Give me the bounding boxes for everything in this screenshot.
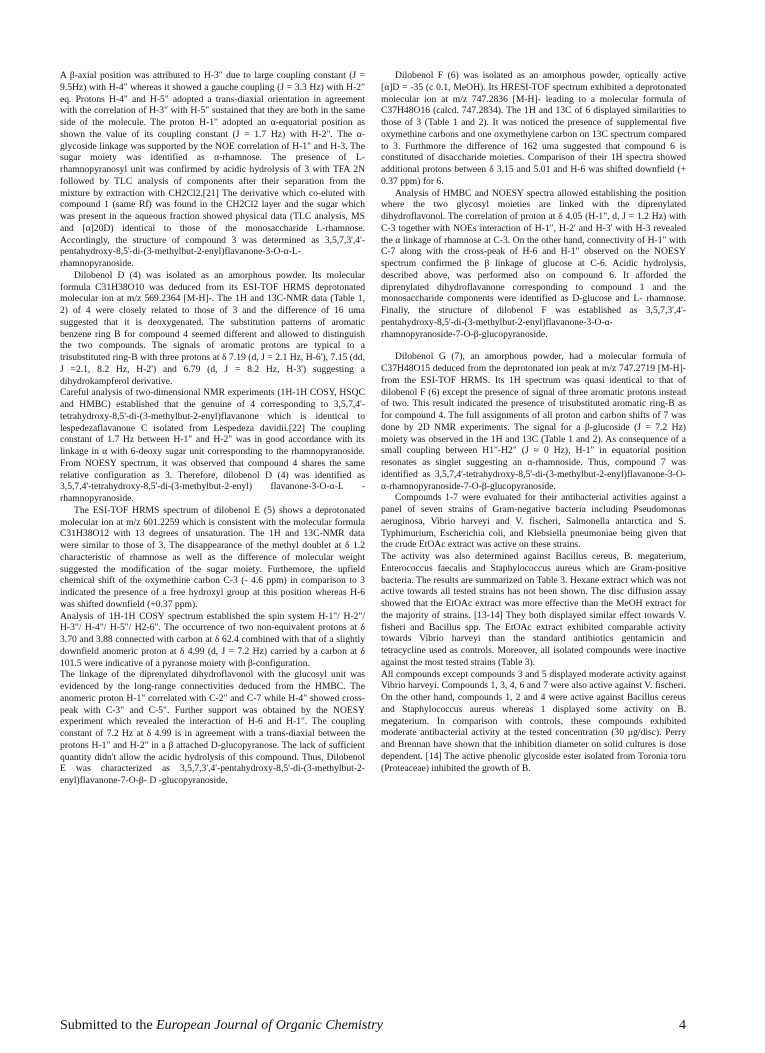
footer-prefix: Submitted to the	[60, 1018, 157, 1033]
paragraph: Careful analysis of two-dimensional NMR experiments (1H-1H COSY, HSQC and HMBC) established that the genuine of 4 corresponding to 3,5,7,4'-tetrahydroxy-8,5'-di-(3-methylbut-2-enyl)flavanone which is identical to lespedezaflavanone C isolated from Lespedeza davidii.[22] The coupling constant of 1.7 Hz between H-1" and H-2" was in good accordance with its linkage in α with 6-deoxy sugar unit corresponding to the rhamnopyranoside. From NOESY spectrum, it was observed that compound 4 shares the same relative configuration as 3. Therefore, dilobenol D (4) was identified as 3,5,7,4'-tetrahydroxy-8,5'-di-(3-methylbut-2-enyl) flavanone-3-O-α-L -rhamnopyranoside.	[60, 387, 365, 504]
page-footer	[60, 1018, 686, 1034]
paragraph: The linkage of the diprenylated dihydroflavonol with the glucosyl unit was evidenced by the long-range connectivities deduced from the HMBC. The anomeric proton H-1" correlated with C-2" and C-7 while H-4" showed cross-peak with C-3" and C-5". Further support was obtained by the NOESY experiment which revealed the interaction of H-6 and H-1". The coupling constant of 7.2 Hz at δ 4.99 is in agreement with a trans-diaxial between the protons H-1" and H-2" in a β attached D-glucopyranose. The lack of sufficient quantity didn't allow the acidic hydrolysis of this compound. Thus, Dilobenol E was characterized as 3,5,7,3',4'-pentahydroxy-8,5'-di-(3-methylbut-2-enyl)flavanone-7-O-β- D -glucopyranoside.	[60, 669, 365, 786]
paragraph: The activity was also determined against Bacillus cereus, B. megaterium, Enterococcus faecalis and Staphylococcus aureus which are Gram-positive bacteria. The results are summarized on Table 3. Hexane extract which was not active towards all tested strains has not been shown. The disc diffusion assay showed that the EtOAc extract was more effective than the MeOH extract for the majority of strains. [13-14] They both displayed similar effect towards V. fisheri and Bacillus spp. The EtOAc extract exhibited comparable activity towards Vibrio harveyi than the standard antibiotics gentamicin and tetracycline used as controls. Moreover, all isolated compounds were inactive against the most tested strains (Table 3).	[381, 551, 686, 668]
left-column	[60, 70, 365, 787]
paragraph: The ESI-TOF HRMS spectrum of dilobenol E (5) shows a deprotonated molecular ion at m/z 601.2259 which is consistent with the molecular formula C31H38O12 with 13 degrees of unsaturation. The 1H and 13C-NMR data were similar to those of 3. The disappearance of the methyl doublet at δ 1.2 characteristic of rhamnose as well as the difference of molecular weight suggested the modification of the sugar moiety. Furthemore, the upfield chemical shift of the oxymethine carbon C-3 (- 4.6 ppm) in comparison to 3 indicated the presence of a free hydroxyl group at this position whereas H-6 was shifted downfield (+0.37 ppm).	[60, 504, 365, 610]
right-column	[381, 70, 686, 774]
paragraph: A β-axial position was attributed to H-3" due to large coupling constant (J = 9.5Hz) with H-4" whereas it showed a gauche coupling (J = 3.3 Hz) with H-2" eq. Protons H-4" and H-5" adopted a trans-diaxial orientation in agreement with the correlation of H-3" with H-5" sustained that they are both in the same side of the molecule. The proton H-1" adopted an α-equatorial position as shown the value of its coupling constant (J = 1.7 Hz) with H-2". The α-glycoside linkage was supported by the NOE correlation of H-1" and H-3. The sugar moiety was identified as α-rhamnose. The presence of L-rhamnopyranosyl unit was confirmed by acidic hydrolysis of 3 with TFA 2N followed by TLC analysis of components after their separation from the mixture by extraction with CH2Cl2.[21] The derivative which co-eluted with compound 1 (same Rf) was found in the CH2Cl2 layer and the sugar which was present in the aqueous fraction showed physical data (TLC analysis, MS and [α]20D) identical to those of the monosaccharide L-rhamnose. Accordingly, the structure of compound 3 was determined as 3,5,7,3',4'-pentahydroxy-8,5'-di-(3-methylbut-2-enyl)flavanone-3-O-α-L-rhamnopyranoside.	[60, 70, 365, 269]
journal-name: European Journal of Organic Chemistry	[156, 1018, 383, 1033]
paragraph: Analysis of HMBC and NOESY spectra allowed establishing the position where the two glycosyl moieties are linked with the diprenylated dihydroflavonol. The correlation of proton at δ 4.05 (H-1", d, J = 1.2 Hz) with C-3 together with NOEs interaction of H-1", H-2' and H-3' with H-3 revealed the α linkage of rhamnose at C-3. On the other hand, connectivity of H-1" with C-7 along with the cross-peak of H-6 and H-1" observed on the NOESY spectrum confirmed the β linkage of glucose at C-6. Acidic hydrolysis, described above, was performed also on compound 6. It afforded the diprenylated dihydroflavanone corresponding to compound 1 and the monosaccharide components were identified as D-glucose and L- rhamnose. Finally, the structure of dilobenol F was established as 3,5,7,3',4'-pentahydroxy-8,5'-di-(3-methylbut-2-enyl)flavanone-3-O-α-rhamnopyranoside-7-O-β-glucopyranoside.	[381, 187, 686, 340]
paragraph: Compounds 1-7 were evaluated for their antibacterial activities against a panel of seven strains of Gram-negative bacteria including Pseudomonas aeruginosa, Vibrio harveyi and V. fischeri, Salmonella antarctica and S. Typhimurium, Escherichia coli, and Klebsiella pneumoniae being given that the crude EtOAc extract was active on these strains.	[381, 492, 686, 551]
paragraph: Analysis of 1H-1H COSY spectrum established the spin system H-1"/ H-2"/ H-3"/ H-4"/ H-5"/ H2-6". The occurrence of two non-equivalent protons at δ 3.70 and 3.88 connected with carbon at δ 62.4 combined with that of a slightly downfield anomeric proton at δ 4.99 (d, J = 7.2 Hz) carried by a carbon at δ 101.5 were indicative of a pyranose moiety with β-configuration.	[60, 610, 365, 669]
paragraph-gap	[381, 340, 686, 351]
paragraph: Dilobenol G (7), an amorphous powder, had a molecular formula of C37H48O15 deduced from the deprotonated ion peak at m/z 747.2719 [M-H]- from the ESI-TOF HRMS. Its 1H spectrum was quasi identical to that of dilobenol F (6) except the presence of signal of three aromatic protons instead of two. This result indicated the presence of trisubstituted aromatic ring-B as for compound 4. The full assignments of all proton and carbon shifts of 7 was done by 2D NMR experiments. The signal for a β-glucoside (J = 7.2 Hz) moiety was observed in the 1H and 13C (Table 1 and 2). As consequence of a small coupling between H1"-H2" (J ≈ 0 Hz), H-1" in equatorial position resonates as singlet suggesting an α-rhamnoside. Thus, compound 7 was identified as 3,5,7,4'-tetrahydroxy-8,5'-di-(3-methylbut-2-enyl)flavanone-3-O-α-rhamnopyranoside-7-O-β-glucopyranoside.	[381, 351, 686, 492]
paragraph: Dilobenol F (6) was isolated as an amorphous powder, optically active [α]D = -35 (c 0.1, MeOH). Its HRESI-TOF spectrum exhibited a deprotonated molecular ion at m/z 747.2836 [M-H]- leading to a molecular formula of C37H48O16 (calcd. 747.2834). The 1H and 13C of 6 displayed similarities to those of 3 (Table 1 and 2). It was noticed the presence of supplemental five oxymethine carbons and one oxymethylene carbon on 13C spectrum compared to 3. Furthmore the difference of 162 uma suggested that compound 6 is constituted of disaccharide moieties. Comparison of their 1H spectra showed additional protons between δ 3.15 and 5.01 and H-6 was shifted downfield (+ 0.37 ppm) for 6.	[381, 70, 686, 187]
page-number: 4	[679, 1018, 686, 1033]
paragraph: All compounds except compounds 3 and 5 displayed moderate activity against Vibrio harveyi. Compounds 1, 3, 4, 6 and 7 were also active against V. fischeri. On the other hand, compounds 1, 2 and 4 were active against Bacillus cereus and Staphylococcus aureus whereas 1 displayed some activity on B. megaterium. In comparison with controls, these compounds exhibited moderate antibacterial activity at the tested concentration (30 µg/disc). Perry and Brennan have shown that the inhibition diameter on solid cultures is dose dependent. [14] The active phenolic glycoside ester isolated from Toronia toru (Proteaceae) inhibited the growth of B.	[381, 668, 686, 774]
paragraph: Dilobenol D (4) was isolated as an amorphous powder. Its molecular formula C31H38O10 was deduced from its ESI-TOF HRMS deprotonated molecular ion at m/z 569.2364 [M-H]-. The 1H and 13C-NMR data (Table 1, 2) of 4 were closely related to those of 3 and the difference of 16 uma suggested that it is deoxygenated. The substitution patterns of aromatic benzene ring B for compound 4 seemed different and allowed to distinguish the two compounds. The signals of aromatic protons are typical to a trisubstituted ring-B with three protons at δ 7.19 (d, J = 2.1 Hz, H-6'), 7.15 (dd, J =2.1, 8.2 Hz, H-2') and 6.79 (d, J = 8.2 Hz, H-3') suggesting a dihydrokampferol derivative.	[60, 269, 365, 387]
